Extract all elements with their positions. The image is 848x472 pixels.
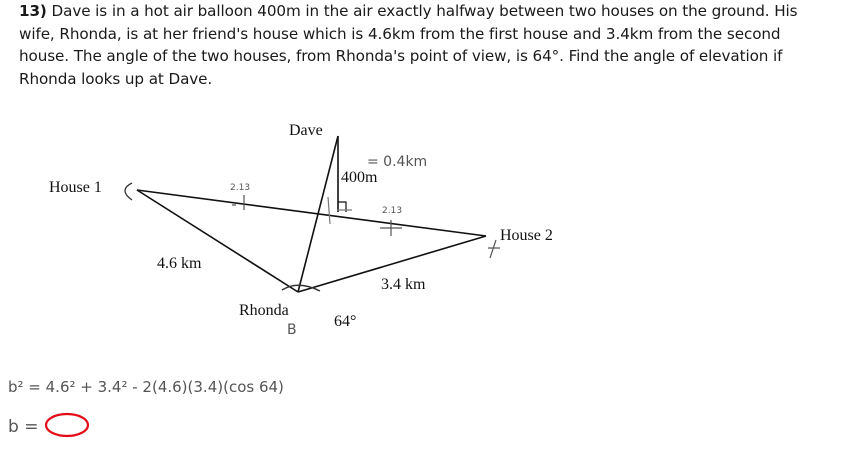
house2-label: House 2 <box>500 227 553 244</box>
sightline-rhonda-dave <box>298 136 338 292</box>
rhonda-label: Rhonda <box>239 302 289 319</box>
house1-arc <box>125 183 132 200</box>
house1-label: House 1 <box>49 179 102 196</box>
half-left-note: 2.13 <box>230 183 251 193</box>
side-house1-house2 <box>137 190 486 236</box>
distance-note: = 0.4km <box>367 154 428 170</box>
half-right-note: 2.13 <box>382 206 403 216</box>
side-b-label: 3.4 km <box>381 276 426 293</box>
answer-circle <box>46 414 88 436</box>
answer-prefix: b = <box>8 417 39 437</box>
side-house1-rhonda <box>137 190 298 292</box>
problem-number: 13) <box>19 2 47 20</box>
angle-label: 64° <box>334 313 357 330</box>
dave-label: Dave <box>289 122 323 139</box>
problem-text: Dave is in a hot air balloon 400m in the air exactly halfway between two houses on the ground. His wife, Rhonda, is at her friend's house which is 4.6km from the first house and 3.4km from the second house. The angle of the two houses, from Rhonda's point of view, is 64°. Find the angle of elevation if Rhonda looks up at Dave. <box>19 2 798 88</box>
height-label: 400m <box>341 169 378 186</box>
formula-handwritten: b² = 4.6² + 3.4² - 2(4.6)(3.4)(cos 64) <box>8 378 284 396</box>
house2-mark <box>488 240 500 258</box>
side-a-label: 4.6 km <box>157 255 202 272</box>
label-b-handwritten: B <box>287 322 297 338</box>
handwritten-strokes <box>328 197 352 224</box>
